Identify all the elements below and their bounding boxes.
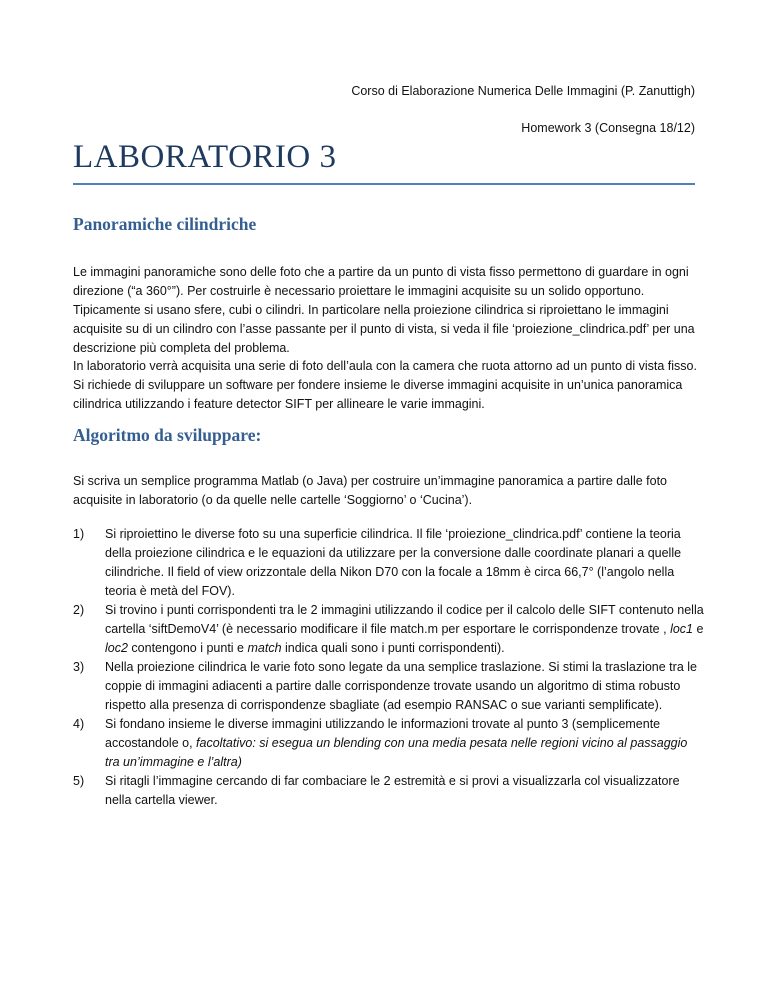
list-item-text-part: Si trovino i punti corrispondenti tra le 2 immagini utilizzando il codice per il calcolo delle SIFT contenuto nella cartella ‘siftDemoV4’ (è necessario modificare il file match.m per esportare le corrispondenze trovate ,	[105, 603, 704, 636]
page-title: LABORATORIO 3	[73, 139, 337, 175]
code-ref-loc2: loc2	[105, 641, 128, 655]
list-item-text-part: Si fondano insieme le diverse immagini utilizzando le informazioni trovate al punto 3 (semplicemente accostandole o,	[105, 717, 661, 750]
list-item-text-part: e	[693, 622, 704, 636]
list-item-number: 1)	[73, 527, 85, 541]
list-item-number: 3)	[73, 660, 85, 674]
list-item-text: Nella proiezione cilindrica le varie foto sono legate da una semplice traslazione. Si stimi la traslazione tra le coppie di immagini adiacenti a partire dalle corrispondenze trovate usando un algoritmo di stima robusto rispetto alla presenza di corrispondenze sbagliate (ad esempio RANSAC o sue varianti semplificate).	[105, 660, 697, 712]
list-item-number: 2)	[73, 603, 85, 617]
steps-list	[73, 525, 705, 810]
paragraph-intro: Le immagini panoramiche sono delle foto che a partire da un punto di vista fisso permettono di guardare in ogni direzione (“a 360°”). Per costruirle è necessario proiettare le immagini acquisite su un solido opportuno. Tipicamente si usano sfere, cubi o cilindri. In particolare nella proiezione cilindrica si riproiettano le immagini acquisite su di un cilindro con l’asse passante per il punto di vista, si veda il file ‘proiezione_clindrica.pdf’ per una descrizione più completa del problema.	[73, 265, 695, 355]
list-item	[73, 601, 705, 658]
list-item-text	[105, 603, 704, 655]
list-item-number: 4)	[73, 717, 85, 731]
list-item-text-part: indica quali sono i punti corrispondenti).	[281, 641, 505, 655]
list-item	[73, 772, 705, 810]
list-item	[73, 658, 705, 715]
title-underline	[73, 183, 695, 185]
section-heading-algoritmo: Algoritmo da sviluppare:	[73, 425, 262, 445]
list-item-italic-text: facoltativo: si esegua un blending con una media pesata nelle regioni vicino al passaggio tra un’immagine e l’altra)	[105, 736, 688, 769]
paragraph-laboratorio: In laboratorio verrà acquisita una serie di foto dell’aula con la camera che ruota attorno ad un punto di vista fisso. Si richiede di sviluppare un software per fondere insieme le diverse immagini acquisite in un’unica panoramica cilindrica utilizzando i feature detector SIFT per allineare le varie immagini.	[73, 359, 697, 411]
section-heading-panoramiche: Panoramiche cilindriche	[73, 214, 257, 234]
list-item-text: Si ritagli l’immagine cercando di far combaciare le 2 estremità e si provi a visualizzarla col visualizzatore nella cartella viewer.	[105, 774, 680, 807]
list-item	[73, 525, 705, 601]
list-item-number: 5)	[73, 774, 85, 788]
code-ref-loc1: loc1	[670, 622, 693, 636]
list-item-text: Si riproiettino le diverse foto su una superficie cilindrica. Il file ‘proiezione_clindrica.pdf’ contiene la teoria della proiezione cilindrica e le equazioni da utilizzare per la conversione dalle coordinate planari a quelle cilindriche. Il field of view orizzontale della Nikon D70 con la focale a 18mm è circa 66,7° (l’angolo nella teoria è metà del FOV).	[105, 527, 682, 598]
paragraph-algoritmo-intro: Si scriva un semplice programma Matlab (o Java) per costruire un’immagine panoramica a partire dalle foto acquisite in laboratorio (o da quelle nelle cartelle ‘Soggiorno’ o ‘Cucina’).	[73, 474, 668, 507]
course-header: Corso di Elaborazione Numerica Delle Immagini (P. Zanuttigh)	[351, 84, 695, 98]
code-ref-match: match	[247, 641, 282, 655]
list-item-text-part: contengono i punti e	[127, 641, 248, 655]
list-item	[73, 715, 705, 772]
list-item-text	[105, 717, 687, 769]
homework-header: Homework 3 (Consegna 18/12)	[521, 121, 695, 135]
